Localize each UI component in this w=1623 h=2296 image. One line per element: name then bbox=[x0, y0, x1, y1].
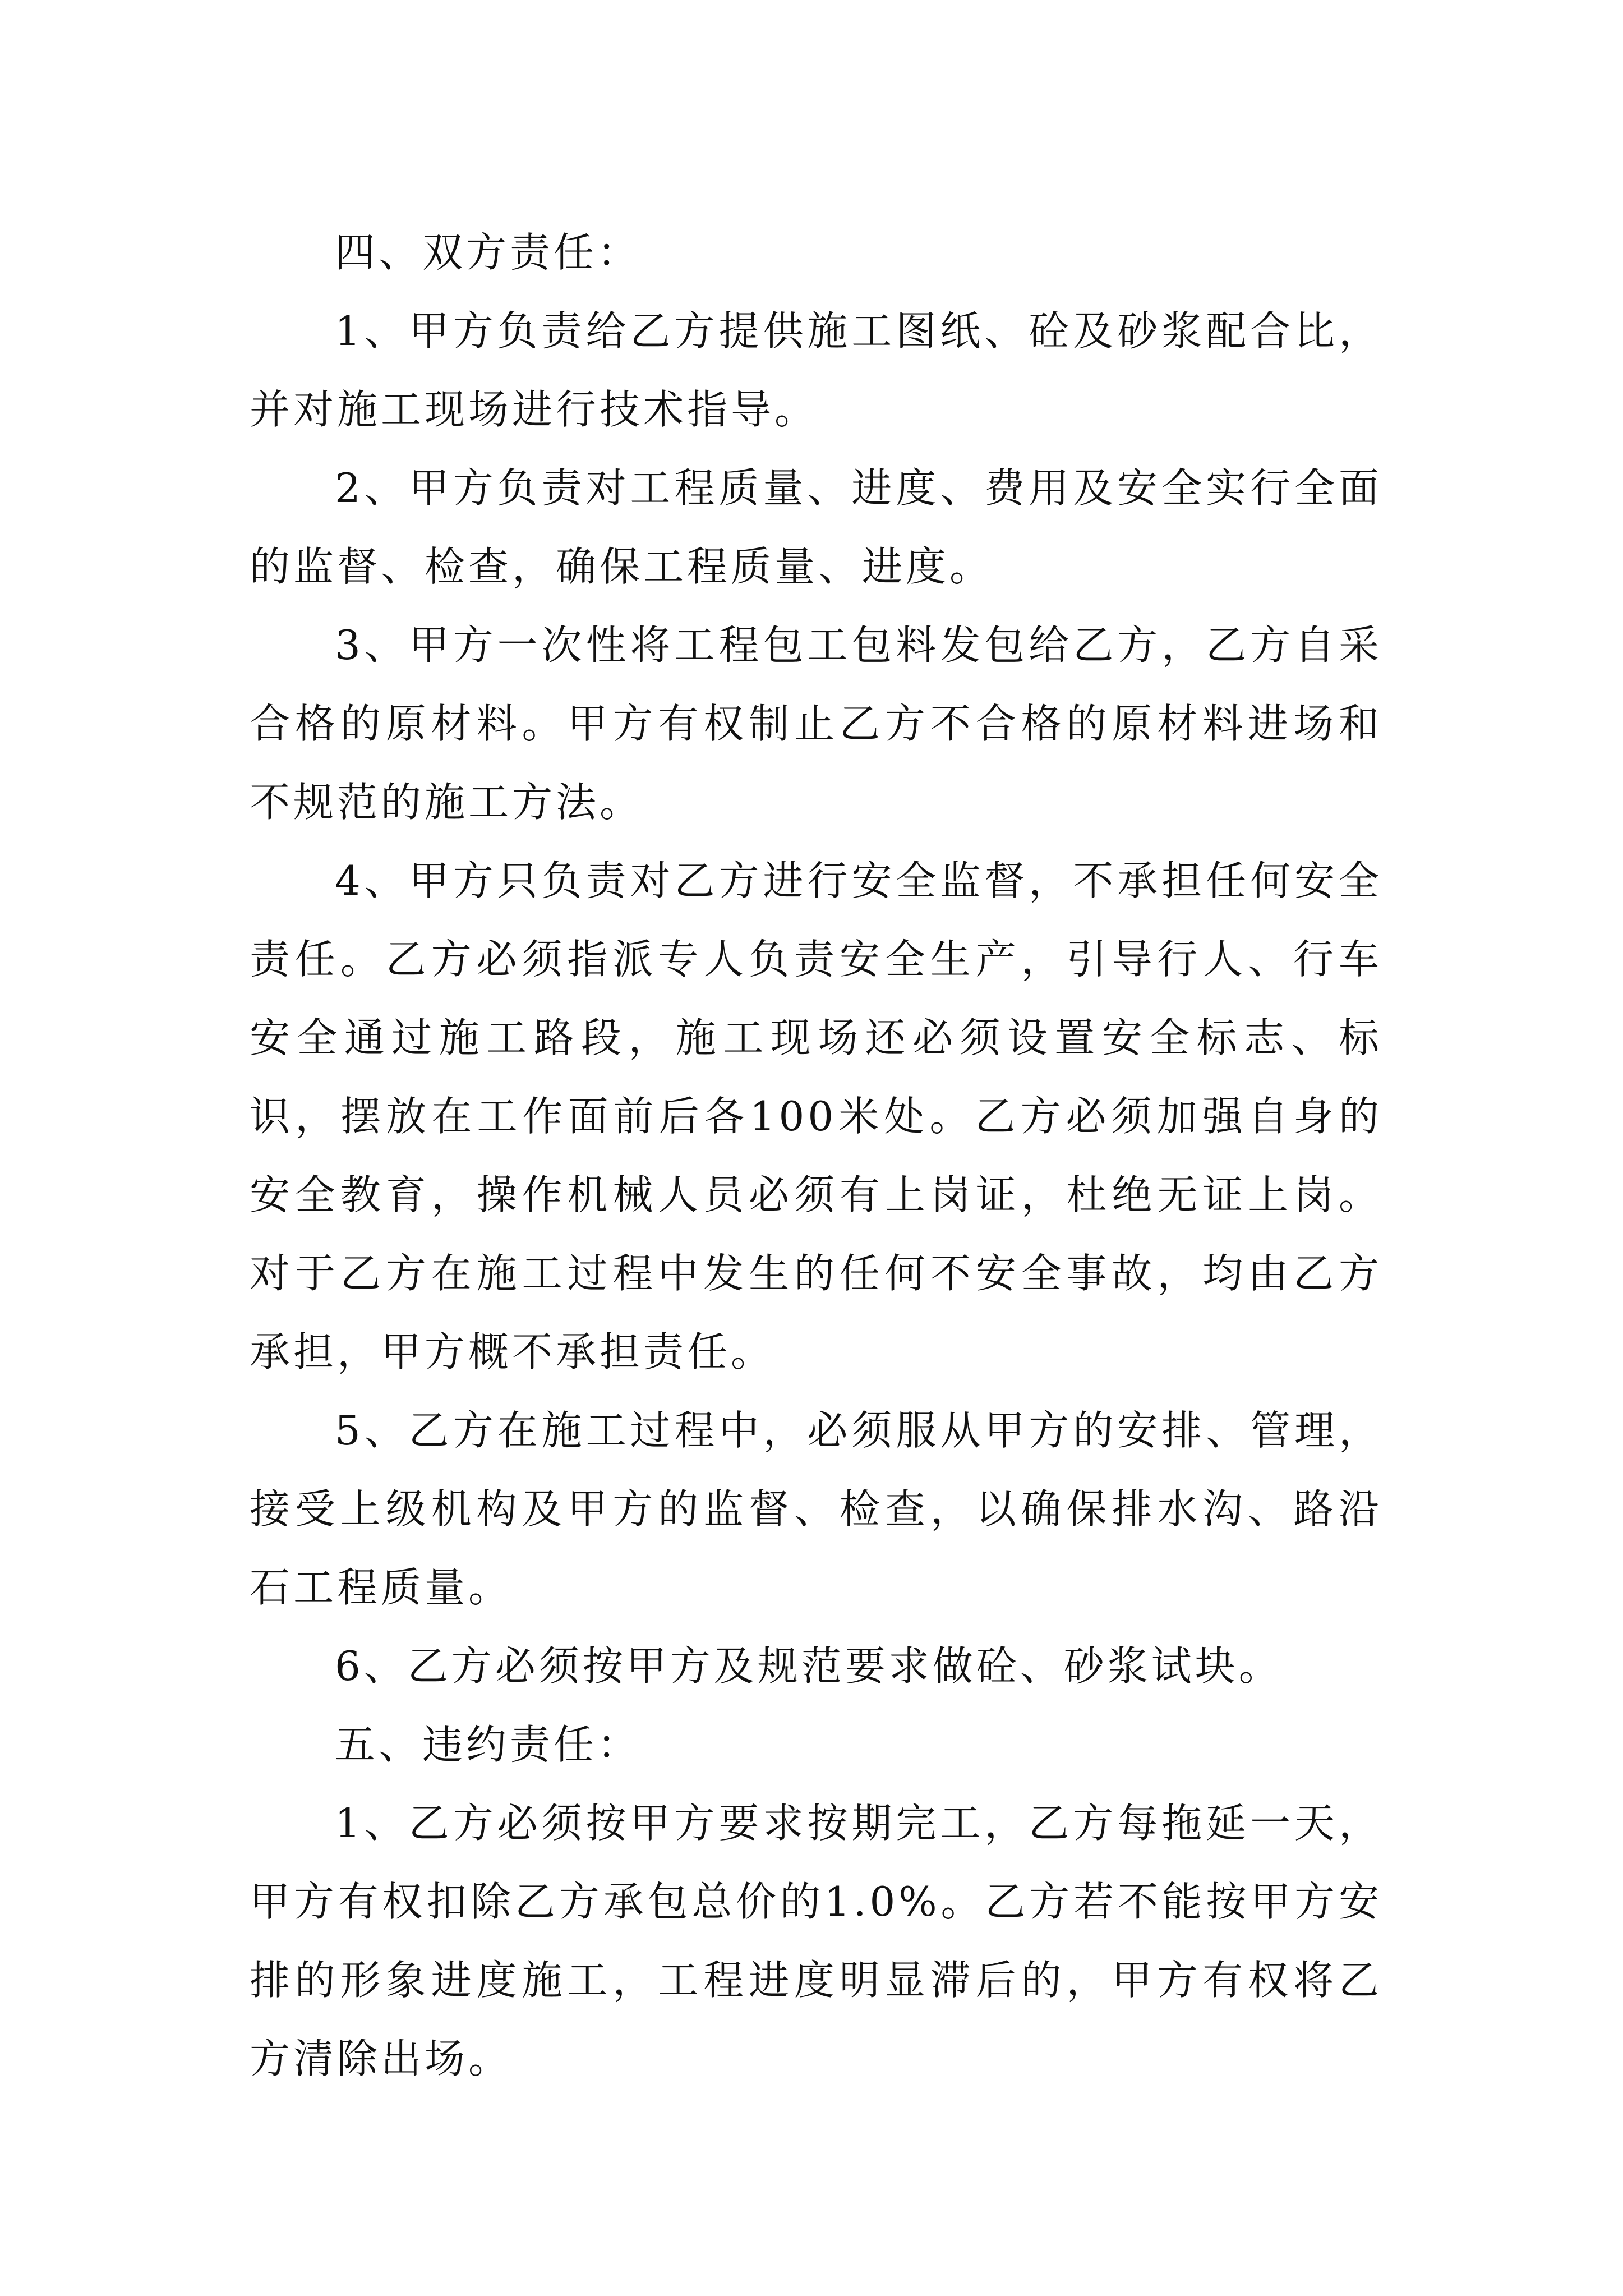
clause-paragraph: 3、甲方一次性将工程包工包料发包给乙方，乙方自采合格的原材料。甲方有权制止乙方不合格的原材料进场和不规范的施工方法。 bbox=[250, 622, 1382, 826]
clause-paragraph: 1、甲方负责给乙方提供施工图纸、砼及砂浆配合比，并对施工现场进行技术指导。 bbox=[250, 307, 1382, 433]
clause-paragraph: 1、乙方必须按甲方要求按期完工，乙方每拖延一天，甲方有权扣除乙方承包总价的1.0%。乙方若不能按甲方安排的形象进度施工，工程进度明显滞后的，甲方有权将乙方清除出场。 bbox=[250, 1800, 1382, 2082]
section-heading-responsibilities: 四、双方责任： bbox=[335, 229, 642, 276]
clause-paragraph: 4、甲方只负责对乙方进行安全监督，不承担任何安全责任。乙方必须指派专人负责安全生产，引导行人、行车安全通过施工路段，施工现场还必须设置安全标志、标识，摆放在工作面前后各100米处。乙方必须加强自身的安全教育，操作机械人员必须有上岗证，杜绝无证上岗。对于乙方在施工过程中发生的任何不安全事故，均由乙方承担，甲方概不承担责任。 bbox=[250, 857, 1382, 1375]
section-heading-breach: 五、违约责任： bbox=[335, 1721, 642, 1768]
clause-paragraph: 6、乙方必须按甲方及规范要求做砼、砂浆试块。 bbox=[335, 1642, 1283, 1690]
clause-paragraph: 5、乙方在施工过程中，必须服从甲方的安排、管理，接受上级机构及甲方的监督、检查，以确保排水沟、路沿石工程质量。 bbox=[250, 1407, 1382, 1611]
clause-paragraph: 2、甲方负责对工程质量、进度、费用及安全实行全面的监督、检查，确保工程质量、进度。 bbox=[250, 464, 1382, 590]
document-body bbox=[250, 213, 1382, 2098]
